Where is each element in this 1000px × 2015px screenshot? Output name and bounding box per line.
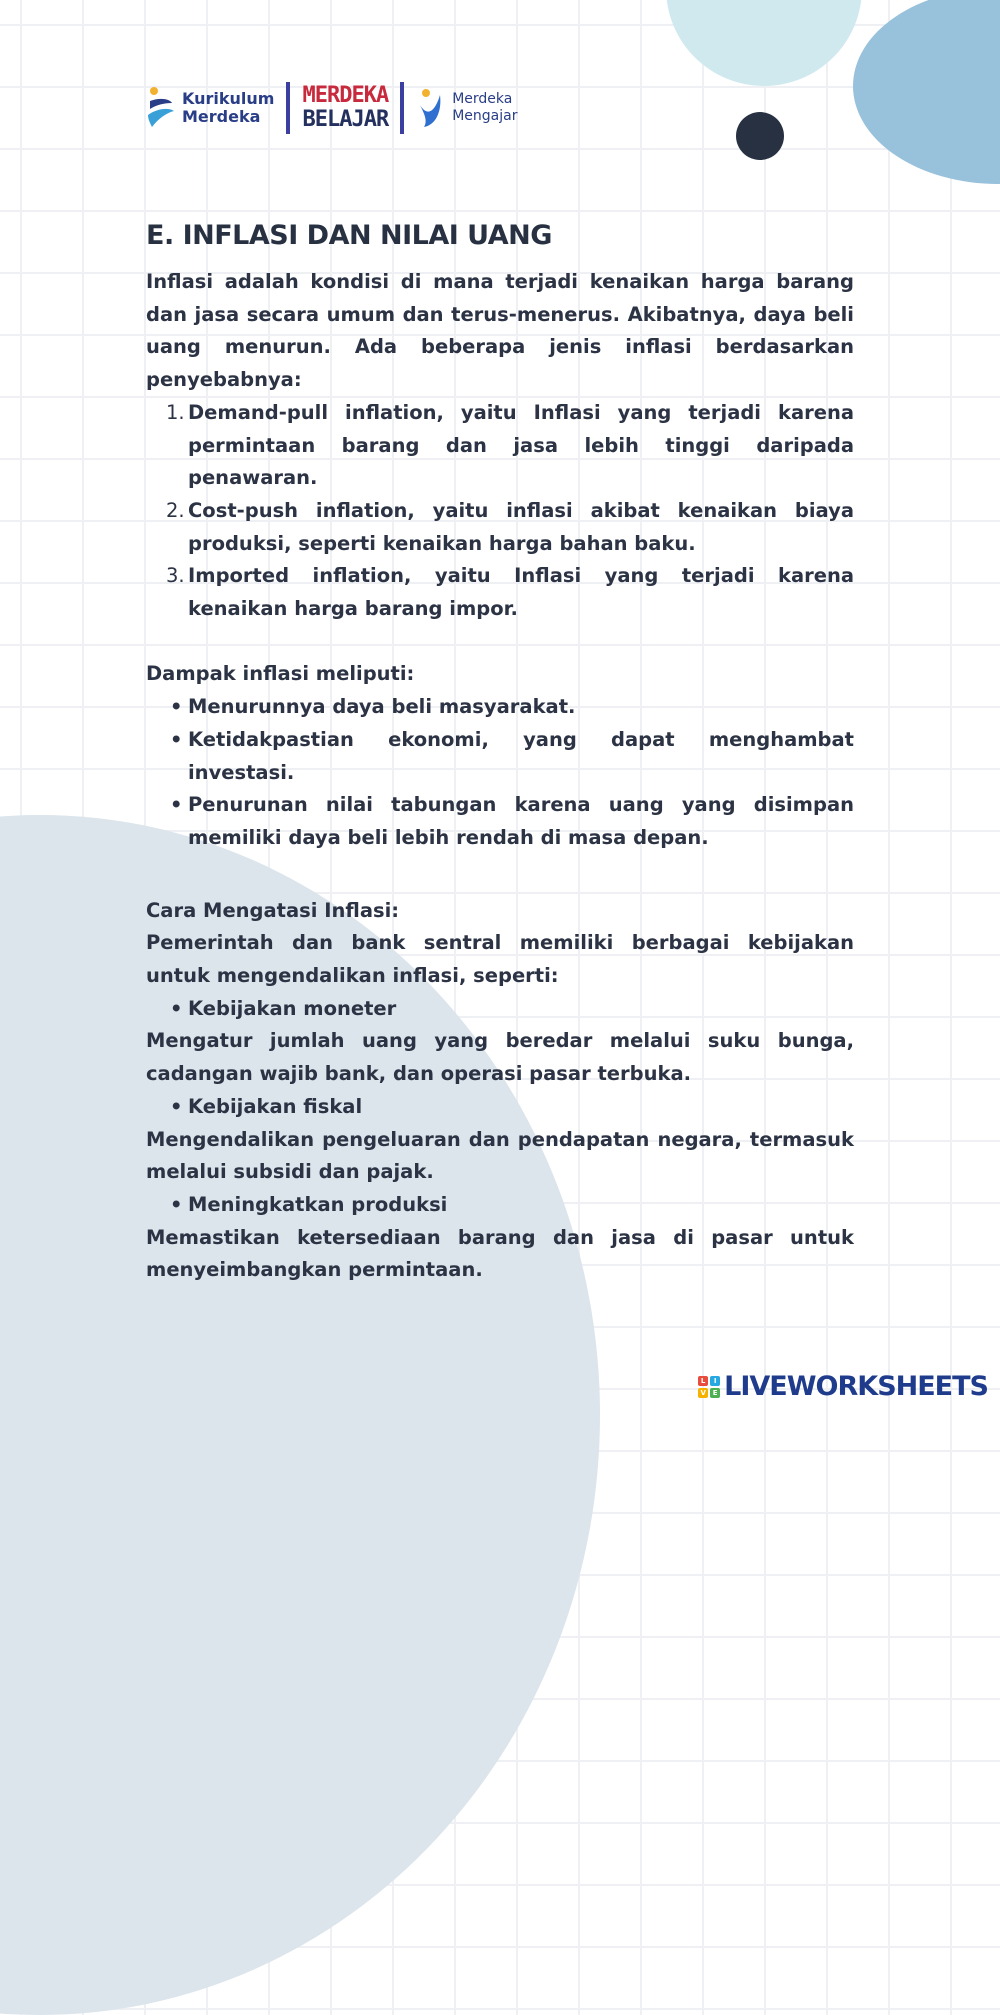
page-title: E. INFLASI DAN NILAI UANG: [146, 220, 552, 251]
merdeka-mengajar-line1: Merdeka: [452, 91, 513, 107]
bullet-icon: •: [170, 1094, 183, 1118]
bullet-icon: •: [170, 793, 183, 817]
merdeka-belajar-line1: MERDEKA: [302, 83, 389, 108]
policy-name: [146, 1091, 854, 1124]
merdeka-mengajar-logo: [416, 85, 517, 131]
list-item: [146, 691, 854, 724]
policy-description: Mengendalikan pengeluaran dan pendapatan negara, termasuk melalui subsidi dan pajak.: [146, 1127, 854, 1184]
policy-name-text: Meningkatkan produksi: [188, 1192, 448, 1216]
bullet-icon: •: [170, 727, 183, 751]
list-item-text: Ketidakpastian ekonomi, yang dapat menghambat investasi.: [188, 727, 854, 784]
policy-name-text: Kebijakan moneter: [188, 996, 397, 1020]
list-item-text: Imported inflation, yaitu Inflasi yang terjadi karena kenaikan harga barang impor.: [188, 564, 854, 621]
list-item: [146, 560, 854, 625]
kurikulum-text: Kurikulum: [182, 89, 275, 108]
liveworksheets-brand: LIVEWORKSHEETS: [724, 1371, 988, 1402]
merdeka-mengajar-line2: Mengajar: [452, 108, 518, 124]
policy-item: [146, 993, 854, 1026]
merdeka-text: Merdeka: [182, 107, 261, 126]
inflation-types-list: [146, 397, 854, 626]
header-logos: [146, 80, 517, 136]
list-number: 2.: [166, 498, 185, 522]
policy-name-text: Kebijakan fiskal: [188, 1094, 363, 1118]
policy-description: Memastikan ketersediaan barang dan jasa di pasar untuk menyeimbangkan permintaan.: [146, 1225, 854, 1282]
liveworksheets-icon: [698, 1376, 720, 1398]
live-letter: V: [698, 1388, 708, 1398]
list-item-text: Menurunnya daya beli masyarakat.: [188, 695, 576, 719]
list-item: [146, 789, 854, 854]
list-item-text: Cost-push inflation, yaitu inflasi akibat kenaikan biaya produksi, seperti kenaikan harga bahan baku.: [188, 498, 854, 555]
merdeka-mengajar-icon: [416, 85, 446, 131]
list-number: 3.: [166, 564, 185, 588]
logo-divider: [400, 82, 404, 134]
live-letter: E: [710, 1388, 720, 1398]
policy-name: [146, 1189, 854, 1222]
decor-circle-dark: [736, 112, 784, 160]
policy-name: [146, 993, 854, 1026]
solution-intro: Pemerintah dan bank sentral memiliki berbagai kebijakan untuk mengendalikan inflasi, seperti:: [146, 931, 854, 988]
solution-heading: Cara Mengatasi Inflasi:: [146, 898, 400, 922]
live-letter: L: [698, 1376, 708, 1386]
list-item-text: Penurunan nilai tabungan karena uang yang disimpan memiliki daya beli lebih rendah di masa depan.: [188, 793, 854, 849]
merdeka-belajar-logo: [302, 84, 388, 132]
kurikulum-merdeka-icon: [146, 85, 176, 131]
liveworksheets-logo: [698, 1371, 988, 1402]
bullet-icon: •: [170, 996, 183, 1020]
impacts-list: [146, 691, 854, 855]
merdeka-belajar-line2: BELAJAR: [302, 107, 389, 132]
list-item: [146, 724, 854, 789]
list-item: [146, 495, 854, 560]
kurikulum-merdeka-logo: [146, 85, 274, 131]
decor-circle-light: [666, 0, 862, 86]
intro-paragraph: Inflasi adalah kondisi di mana terjadi kenaikan harga barang dan jasa secara umum dan terus-menerus. Akibatnya, daya beli uang menurun. Ada beberapa jenis inflasi berdasarkan penyebabnya:: [146, 270, 854, 392]
policy-item: [146, 1189, 854, 1222]
live-letter: I: [710, 1376, 720, 1386]
list-item: [146, 397, 854, 495]
document-content: [146, 214, 854, 1287]
decor-circle-blue: [853, 0, 1000, 184]
bullet-icon: •: [170, 695, 183, 719]
impact-heading: Dampak inflasi meliputi:: [146, 662, 415, 686]
list-item-text: Demand-pull inflation, yaitu Inflasi yang terjadi karena permintaan barang dan jasa lebih tinggi daripada penawaran.: [188, 400, 854, 490]
policy-item: [146, 1091, 854, 1124]
logo-divider: [286, 82, 290, 134]
list-number: 1.: [166, 400, 185, 424]
bullet-icon: •: [170, 1192, 183, 1216]
policy-description: Mengatur jumlah uang yang beredar melalui suku bunga, cadangan wajib bank, dan operasi pasar terbuka.: [146, 1029, 854, 1086]
